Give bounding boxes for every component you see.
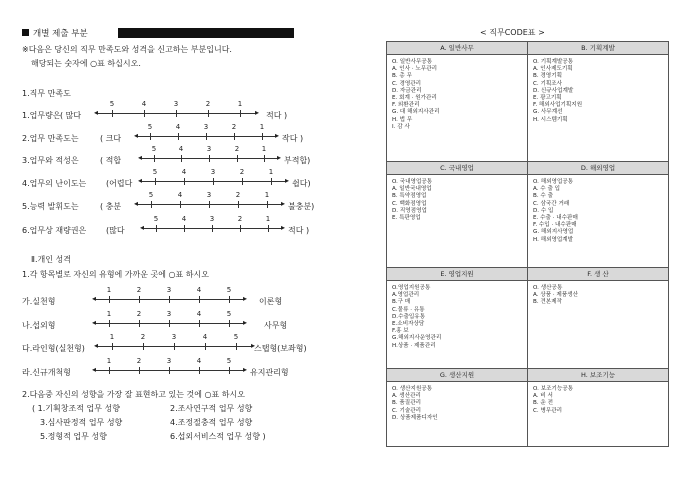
- scale-tick[interactable]: [144, 110, 145, 117]
- code-entry: D.수출입유통: [392, 313, 426, 320]
- code-entry: O. 국내영업공통: [392, 179, 433, 185]
- scale-tick[interactable]: [184, 225, 185, 232]
- section2-question-1: 1.각 항목별로 자신의 유형에 가까운 곳에 ○표 하시오: [22, 270, 209, 279]
- code-entry: E.소비자상담: [392, 321, 425, 328]
- code-entry: H.상품 · 제품관리: [392, 342, 436, 349]
- code-entry: C. 병무관리: [533, 407, 563, 414]
- scale-tick[interactable]: [267, 201, 268, 208]
- arrow-left-icon: ◂: [138, 153, 143, 162]
- code-entry: F. 외환관리: [392, 102, 420, 109]
- scale-number: 3: [210, 168, 216, 176]
- arrow-left-icon: ◂: [92, 294, 97, 303]
- arrow-right-icon: ▸: [250, 341, 255, 350]
- scale-tick[interactable]: [238, 201, 239, 208]
- rating-right-anchor: 작다 ): [282, 134, 304, 143]
- scale-number: 1: [109, 333, 115, 341]
- scale-tick[interactable]: [181, 155, 182, 162]
- code-entry: E. 광고기획: [533, 95, 562, 102]
- scale-tick[interactable]: [150, 133, 151, 140]
- scale-tick[interactable]: [271, 178, 272, 185]
- section-header: 개별 제출 부분: [22, 27, 88, 39]
- code-entry: A. 일반국내영업: [392, 186, 432, 193]
- code-entry: O. 생산공통: [533, 285, 563, 291]
- arrow-left-icon: ◂: [138, 176, 143, 185]
- scale-number: 5: [226, 286, 232, 294]
- scale-number: 3: [171, 333, 177, 341]
- option-2[interactable]: 2.조사연구적 업무 성향: [170, 404, 253, 413]
- rating-item-label: 3.업무와 적성은: [22, 156, 79, 165]
- scale-tick[interactable]: [199, 296, 200, 303]
- code-entry: A. 인사 · 노무관리: [392, 66, 438, 73]
- rating-item-label: 5.능력 발휘도는: [22, 202, 79, 211]
- code-entry: B. 특약점영업: [392, 193, 427, 200]
- arrow-left-icon: ◂: [94, 341, 99, 350]
- header-e: E. 영업지원: [387, 268, 528, 281]
- arrow-left-icon: ◂: [92, 365, 97, 374]
- rating-item-label: 1.업무량은: [22, 111, 61, 120]
- type-right-anchor: 스탭형(보좌형): [254, 344, 307, 353]
- code-entry: B. 품질관리: [392, 400, 422, 407]
- header-black-bar: [118, 28, 294, 38]
- rating-item-label: 6.업무상 재량권은: [22, 226, 87, 235]
- scale-number: 1: [268, 168, 274, 176]
- scale-tick[interactable]: [143, 343, 144, 350]
- code-entry: A. 상품 · 제품생산: [533, 292, 579, 299]
- rating-left-anchor: (많다: [106, 226, 125, 235]
- cell-production-support: [387, 382, 527, 422]
- scale-tick[interactable]: [237, 155, 238, 162]
- scale-number: 5: [233, 333, 239, 341]
- scale-number: 3: [166, 357, 172, 365]
- scale-number: 4: [202, 333, 208, 341]
- option-4[interactable]: 4.조정절충적 업무 성향: [170, 418, 253, 427]
- code-entry: B. 경영기획: [533, 73, 563, 80]
- scale-number: 2: [235, 191, 241, 199]
- scale-tick[interactable]: [229, 296, 230, 303]
- header-a: A. 일반사무: [387, 42, 528, 55]
- cell-support-functions: [528, 382, 668, 415]
- code-entry: B. 총 무: [392, 73, 412, 80]
- header-c: C. 국내영업: [387, 162, 528, 175]
- scale-tick[interactable]: [178, 133, 179, 140]
- code-entry: O. 기획계발공통: [533, 59, 574, 65]
- header-g: G. 생산지원: [387, 369, 528, 382]
- type-scale[interactable]: [92, 310, 247, 331]
- code-entry: D. 상품제품디자인: [392, 414, 438, 421]
- rating-right-anchor: 불충분): [288, 202, 315, 211]
- scale-tick[interactable]: [169, 320, 170, 327]
- type-item-label: 다.라인형(실천형): [22, 344, 85, 353]
- arrow-right-icon: ▸: [242, 318, 247, 327]
- instruction-line-1: ※다음은 당신의 직무 만족도와 성격을 신고하는 부분입니다.: [22, 45, 232, 54]
- type-right-anchor: 유지관리형: [250, 368, 289, 377]
- scale-tick[interactable]: [205, 343, 206, 350]
- code-entry: G. 해외지사영업: [533, 229, 574, 236]
- rating-left-anchor: ( 적합: [100, 156, 122, 165]
- scale-tick[interactable]: [139, 367, 140, 374]
- rating-item-label: 2.업무 만족도는: [22, 134, 79, 143]
- scale-number: 1: [261, 145, 267, 153]
- scale-number: 2: [136, 286, 142, 294]
- square-bullet-icon: [22, 29, 29, 36]
- rating-item-label: 4.업무의 난이도는: [22, 179, 87, 188]
- rating-right-anchor: 적다 ): [288, 226, 310, 235]
- code-entry: O. 일반사무공통: [392, 59, 433, 65]
- scale-number: 3: [206, 145, 212, 153]
- header-d: D. 해외영업: [528, 162, 669, 175]
- header-b: B. 기획계발: [528, 42, 669, 55]
- scale-tick[interactable]: [229, 320, 230, 327]
- scale-tick[interactable]: [174, 343, 175, 350]
- type-item-label: 가.실천형: [22, 297, 56, 306]
- code-entry: O. 해외영업공통: [533, 179, 574, 185]
- code-entry: F. 수입 · 내수판매: [533, 222, 577, 229]
- scale-tick[interactable]: [109, 367, 110, 374]
- cell-general-office: [387, 55, 527, 131]
- scale-number: 2: [234, 145, 240, 153]
- arrow-right-icon: ▸: [242, 294, 247, 303]
- section2-title: Ⅱ.개인 성격: [31, 255, 71, 264]
- option-1[interactable]: ( 1.기획창조적 업무 성향: [32, 404, 120, 413]
- code-entry: E. 특판영업: [392, 215, 421, 222]
- code-entry: C. 삼국간 거래: [533, 200, 570, 207]
- code-entry: A. 인사제도기획: [533, 66, 573, 73]
- code-entry: F.홍 보: [392, 328, 409, 335]
- code-entry: A. 수 출 입: [533, 186, 561, 193]
- scale-tick[interactable]: [139, 320, 140, 327]
- rating-scale[interactable]: [134, 191, 285, 212]
- rating-scale[interactable]: [138, 168, 289, 189]
- scale-number: 2: [239, 168, 245, 176]
- code-entry: O. 생산지원공통: [392, 386, 433, 392]
- scale-number: 1: [237, 100, 243, 108]
- cell-domestic-sales: [387, 175, 527, 222]
- scale-tick[interactable]: [199, 367, 200, 374]
- type-right-anchor: 이론형: [259, 297, 283, 306]
- scale-tick[interactable]: [176, 110, 177, 117]
- code-entry: G.해외지사운영관리: [392, 335, 442, 342]
- scale-number: 4: [196, 310, 202, 318]
- scale-tick[interactable]: [268, 225, 269, 232]
- code-entry: B. 수 출: [533, 193, 553, 200]
- instruction-line-2: 해당되는 숫자에 ○표 하십시오.: [31, 59, 141, 68]
- scale-tick[interactable]: [156, 225, 157, 232]
- code-entry: D. 자금관리: [392, 87, 422, 94]
- rating-left-anchor: ( 많다: [60, 111, 82, 120]
- code-entry: O.영업지원공통: [392, 285, 431, 291]
- rating-right-anchor: 적다 ): [266, 111, 288, 120]
- section2-question-2: 2.다음중 자신의 성향을 가장 잘 표현하고 있는 것에 ○표 하시오: [22, 390, 245, 399]
- arrow-right-icon: ▸: [280, 223, 285, 232]
- scale-number: 2: [136, 357, 142, 365]
- rating-scale[interactable]: [140, 215, 285, 236]
- scale-tick[interactable]: [213, 178, 214, 185]
- code-entry: C. 기획조사: [533, 80, 563, 87]
- type-right-anchor: 사무형: [264, 321, 288, 330]
- scale-number: 1: [106, 286, 112, 294]
- rating-left-anchor: (어렵다: [106, 179, 133, 188]
- arrow-right-icon: ▸: [284, 176, 289, 185]
- scale-number: 4: [141, 100, 147, 108]
- type-item-label: 라.신규개척형: [22, 368, 71, 377]
- scale-number: 4: [196, 286, 202, 294]
- code-entry: B.구 매: [392, 299, 411, 306]
- arrow-right-icon: ▸: [276, 153, 281, 162]
- scale-number: 2: [231, 123, 237, 131]
- scale-number: 5: [151, 145, 157, 153]
- scale-number: 3: [206, 191, 212, 199]
- arrow-right-icon: ▸: [242, 365, 247, 374]
- header-f: F. 생 산: [528, 268, 669, 281]
- scale-number: 1: [264, 191, 270, 199]
- scale-number: 2: [237, 215, 243, 223]
- arrow-right-icon: ▸: [274, 131, 279, 140]
- scale-tick[interactable]: [139, 296, 140, 303]
- scale-number: 3: [166, 310, 172, 318]
- scale-tick[interactable]: [242, 178, 243, 185]
- arrow-left-icon: ◂: [134, 131, 139, 140]
- code-entry: B. 견본제작: [533, 299, 563, 306]
- scale-number: 2: [205, 100, 211, 108]
- scale-tick[interactable]: [151, 201, 152, 208]
- rating-left-anchor: ( 충분: [100, 202, 122, 211]
- scale-tick[interactable]: [236, 343, 237, 350]
- scale-number: 4: [177, 191, 183, 199]
- rating-scale[interactable]: [134, 123, 279, 144]
- scale-tick[interactable]: [154, 155, 155, 162]
- scale-tick[interactable]: [109, 320, 110, 327]
- arrow-right-icon: ▸: [254, 108, 259, 117]
- code-entry: A.영업관리: [392, 292, 420, 299]
- arrow-left-icon: ◂: [94, 108, 99, 117]
- section1-title: 1.직무 만족도: [22, 89, 71, 98]
- scale-tick[interactable]: [229, 367, 230, 374]
- code-entry: O. 보조기능공통: [533, 386, 574, 392]
- code-entry: H. 해외영업계발: [533, 236, 574, 243]
- code-entry: D. 신규사업계발: [533, 87, 574, 94]
- code-entry: C. 백화점영업: [392, 200, 427, 207]
- type-scale[interactable]: [92, 357, 247, 378]
- scale-tick[interactable]: [184, 178, 185, 185]
- rating-right-anchor: 부적합): [284, 156, 311, 165]
- scale-tick[interactable]: [155, 178, 156, 185]
- code-entry: A. 비 서: [533, 393, 553, 400]
- option-3[interactable]: 3.심사판정적 업무 성향: [40, 418, 123, 427]
- scale-number: 5: [152, 168, 158, 176]
- code-entry: B. 운 전: [533, 400, 553, 407]
- scale-number: 4: [181, 215, 187, 223]
- code-entry: F. 해외사업기획지원: [533, 102, 583, 109]
- code-entry: E. 수출 · 내수판매: [533, 215, 578, 222]
- code-entry: G. 대 해외지사관리: [392, 109, 440, 116]
- scale-tick[interactable]: [209, 201, 210, 208]
- scale-tick[interactable]: [234, 133, 235, 140]
- arrow-left-icon: ◂: [92, 318, 97, 327]
- arrow-left-icon: ◂: [134, 199, 139, 208]
- code-entry: I. 감 사: [392, 123, 410, 130]
- code-entry: D. 직영점영업: [392, 207, 427, 214]
- scale-tick[interactable]: [169, 367, 170, 374]
- cell-production: [528, 281, 668, 307]
- scale-number: 4: [175, 123, 181, 131]
- scale-tick[interactable]: [264, 155, 265, 162]
- option-5[interactable]: 5.정형적 업무 성향: [40, 432, 107, 441]
- code-entry: C. 경영관리: [392, 80, 422, 87]
- scale-number: 1: [106, 310, 112, 318]
- scale-number: 2: [136, 310, 142, 318]
- scale-tick[interactable]: [209, 155, 210, 162]
- type-item-label: 나.섭외형: [22, 321, 56, 330]
- rating-scale[interactable]: [138, 145, 281, 166]
- cell-overseas-sales: [528, 175, 668, 244]
- arrow-right-icon: ▸: [280, 199, 285, 208]
- scale-tick[interactable]: [208, 110, 209, 117]
- scale-number: 1: [265, 215, 271, 223]
- scale-number: 4: [181, 168, 187, 176]
- scale-number: 1: [106, 357, 112, 365]
- type-scale[interactable]: [92, 286, 247, 307]
- type-scale[interactable]: [94, 333, 255, 354]
- scale-tick[interactable]: [109, 296, 110, 303]
- job-code-table: [386, 41, 669, 447]
- scale-number: 4: [196, 357, 202, 365]
- scale-number: 5: [226, 310, 232, 318]
- header-h: H. 보조기능: [528, 369, 669, 382]
- cell-sales-support: [387, 281, 527, 350]
- scale-number: 3: [209, 215, 215, 223]
- scale-number: 2: [140, 333, 146, 341]
- rating-right-anchor: 쉽다): [292, 179, 311, 188]
- scale-number: 3: [166, 286, 172, 294]
- code-entry: D. 수 입: [533, 207, 554, 214]
- code-entry: C.물류 · 유통: [392, 306, 425, 313]
- scale-number: 1: [259, 123, 265, 131]
- code-entry: H. 법 무: [392, 116, 413, 123]
- scale-number: 5: [147, 123, 153, 131]
- scale-number: 3: [173, 100, 179, 108]
- code-entry: A. 생산관리: [392, 393, 421, 400]
- scale-tick[interactable]: [112, 110, 113, 117]
- rating-scale[interactable]: [94, 100, 259, 121]
- scale-number: 5: [226, 357, 232, 365]
- code-table-title: < 직무CODE표 >: [480, 28, 545, 37]
- scale-tick[interactable]: [199, 320, 200, 327]
- code-entry: G. 사무계선: [533, 109, 563, 116]
- code-entry: E. 회계 · 원가관리: [392, 95, 437, 102]
- rating-left-anchor: ( 크다: [100, 134, 122, 143]
- scale-number: 3: [203, 123, 209, 131]
- scale-tick[interactable]: [212, 225, 213, 232]
- scale-tick[interactable]: [112, 343, 113, 350]
- scale-tick[interactable]: [240, 225, 241, 232]
- scale-number: 5: [148, 191, 154, 199]
- code-entry: H. 시스템기획: [533, 116, 568, 123]
- scale-tick[interactable]: [240, 110, 241, 117]
- scale-tick[interactable]: [262, 133, 263, 140]
- option-6[interactable]: 6.섭외서비스적 업무 성향 ): [170, 432, 266, 441]
- scale-tick[interactable]: [169, 296, 170, 303]
- scale-tick[interactable]: [180, 201, 181, 208]
- code-entry: C. 기술관리: [392, 407, 422, 414]
- scale-number: 5: [153, 215, 159, 223]
- scale-number: 4: [178, 145, 184, 153]
- arrow-left-icon: ◂: [140, 223, 145, 232]
- cell-planning: [528, 55, 668, 124]
- scale-number: 5: [109, 100, 115, 108]
- scale-tick[interactable]: [206, 133, 207, 140]
